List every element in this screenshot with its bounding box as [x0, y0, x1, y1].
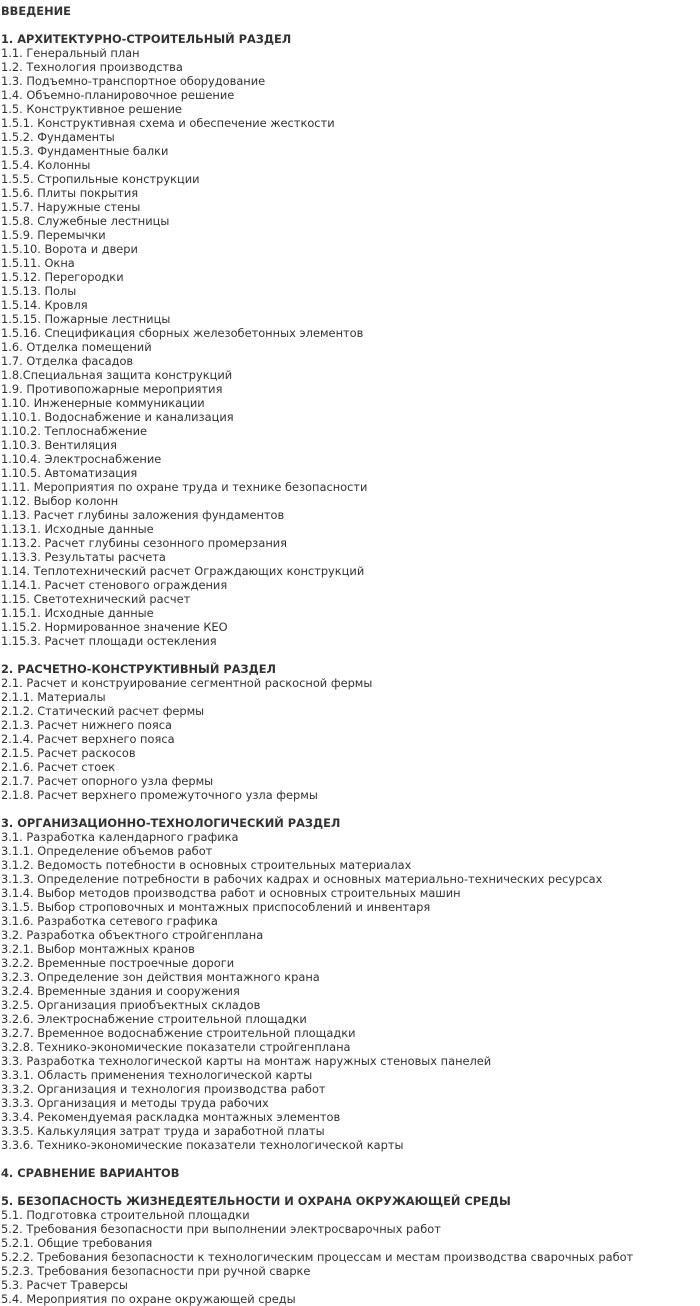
- toc-item: 2.1.2. Статический расчет фермы: [1, 704, 205, 718]
- toc-item: 1.5.2. Фундаменты: [1, 130, 115, 144]
- toc-item: 1.10.5. Автоматизация: [1, 466, 138, 480]
- toc-item: 1.5.16. Спецификация сборных железобетонных элементов: [1, 326, 364, 340]
- toc-item: 2.1.7. Расчет опорного узла фермы: [1, 774, 214, 788]
- toc-item: 2.1. Расчет и конструирование сегментной раскосной фермы: [1, 676, 373, 690]
- toc-item: 3.3. Разработка технологической карты на монтаж наружных стеновых панелей: [1, 1054, 492, 1068]
- toc-item: 5.3. Расчет Траверсы: [1, 1278, 128, 1292]
- toc-item: 3.1.6. Разработка сетевого графика: [1, 914, 218, 928]
- toc-item: 1.10. Инженерные коммуникации: [1, 396, 205, 410]
- section-heading: 1. АРХИТЕКТУРНО-СТРОИТЕЛЬНЫЙ РАЗДЕЛ: [1, 32, 292, 46]
- section-heading: 4. СРАВНЕНИЕ ВАРИАНТОВ: [1, 1166, 180, 1180]
- toc-item: 1.1. Генеральный план: [1, 46, 140, 60]
- toc-item: 1.14. Теплотехнический расчет Ограждающих конструкций: [1, 564, 365, 578]
- toc-item: 3.1.2. Ведомость потебности в основных строительных материалах: [1, 858, 412, 872]
- section-heading: 3. ОРГАНИЗАЦИОННО-ТЕХНОЛОГИЧЕСКИЙ РАЗДЕЛ: [1, 816, 341, 830]
- toc-item: 3.3.1. Область применения технологической карты: [1, 1068, 313, 1082]
- toc-item: 1.10.3. Вентиляция: [1, 438, 117, 452]
- section-spacer: [1, 1152, 700, 1166]
- toc-item: 5.1. Подготовка строительной площадки: [1, 1208, 250, 1222]
- toc-item: 1.5.8. Служебные лестницы: [1, 214, 170, 228]
- toc-item: 1.5.11. Окна: [1, 256, 75, 270]
- toc-item: 3.2.3. Определение зон действия монтажного крана: [1, 970, 320, 984]
- toc-item: 1.5.6. Плиты покрытия: [1, 186, 139, 200]
- toc-item: 3.2.4. Временные здания и сооружения: [1, 984, 240, 998]
- toc-item: 3.3.6. Технико-экономические показатели технологической карты: [1, 1138, 404, 1152]
- toc-item: 1.5.15. Пожарные лестницы: [1, 312, 171, 326]
- toc-item: 1.15.1. Исходные данные: [1, 606, 154, 620]
- toc-item: 3.3.4. Рекомендуемая раскладка монтажных элементов: [1, 1110, 341, 1124]
- toc-item: 2.1.6. Расчет стоек: [1, 760, 116, 774]
- toc-item: 5.4. Мероприятия по охране окружающей среды: [1, 1292, 296, 1306]
- toc-item: 1.15. Светотехнический расчет: [1, 592, 191, 606]
- section-heading: 5. БЕЗОПАСНОСТЬ ЖИЗНЕДЕЯТЕЛЬНОСТИ И ОХРАНА ОКРУЖАЮЩЕЙ СРЕДЫ: [1, 1194, 511, 1208]
- section-spacer: [1, 648, 700, 662]
- toc-item: 1.13.3. Результаты расчета: [1, 550, 166, 564]
- toc-item: 1.5.1. Конструктивная схема и обеспечение жесткости: [1, 116, 335, 130]
- toc-item: 2.1.4. Расчет верхнего пояса: [1, 732, 175, 746]
- toc-item: 1.7. Отделка фасадов: [1, 354, 134, 368]
- toc-item: 1.14.1. Расчет стенового ограждения: [1, 578, 228, 592]
- toc-item: 1.5.4. Колонны: [1, 158, 91, 172]
- toc-item: 1.8.Специальная защита конструкций: [1, 368, 233, 382]
- toc-item: 1.4. Объемно-планировочное решение: [1, 88, 235, 102]
- toc-item: 3.3.2. Организация и технология производства работ: [1, 1082, 326, 1096]
- toc-item: 1.6. Отделка помещений: [1, 340, 152, 354]
- toc-item: 1.5.14. Кровля: [1, 298, 88, 312]
- toc-item: 1.5.13. Полы: [1, 284, 77, 298]
- toc-item: 1.13. Расчет глубины заложения фундаментов: [1, 508, 285, 522]
- section-heading: ВВЕДЕНИЕ: [1, 4, 71, 18]
- toc-item: 5.2.3. Требования безопасности при ручной сварке: [1, 1264, 311, 1278]
- toc-item: 3.1.5. Выбор строповочных и монтажных приспособлений и инвентаря: [1, 900, 431, 914]
- toc-item: 5.2.1. Общие требования: [1, 1236, 153, 1250]
- toc-item: 3.2.2. Временные построечные дороги: [1, 956, 235, 970]
- toc-item: 1.5.7. Наружные стены: [1, 200, 141, 214]
- toc-item: 1.15.2. Нормированное значение КЕО: [1, 620, 228, 634]
- toc-item: 3.2.8. Технико-экономические показатели стройгенплана: [1, 1040, 351, 1054]
- toc-item: 2.1.3. Расчет нижнего пояса: [1, 718, 172, 732]
- toc-item: 1.3. Подъемно-транспортное оборудование: [1, 74, 266, 88]
- toc-item: 1.2. Технология производства: [1, 60, 183, 74]
- toc-item: 2.1.8. Расчет верхнего промежуточного узла фермы: [1, 788, 318, 802]
- toc-item: 1.9. Противопожарные мероприятия: [1, 382, 223, 396]
- toc-item: 1.10.1. Водоснабжение и канализация: [1, 410, 234, 424]
- toc-item: 3.1.4. Выбор методов производства работ и основных строительных машин: [1, 886, 461, 900]
- toc-item: 1.5. Конструктивное решение: [1, 102, 182, 116]
- toc-item: 1.10.2. Теплоснабжение: [1, 424, 147, 438]
- toc-item: 3.2.5. Организация приобъектных складов: [1, 998, 261, 1012]
- toc-item: 1.5.3. Фундаментные балки: [1, 144, 169, 158]
- toc-item: 3.1.3. Определение потребности в рабочих кадрах и основных материально-технических ресурсах: [1, 872, 603, 886]
- toc-item: 3.1. Разработка календарного графика: [1, 830, 239, 844]
- toc-item: 3.2.7. Временное водоснабжение строительной площадки: [1, 1026, 356, 1040]
- toc-item: 3.3.3. Организация и методы труда рабочих: [1, 1096, 269, 1110]
- section-spacer: [1, 18, 700, 32]
- toc-item: 1.15.3. Расчет площади остекления: [1, 634, 217, 648]
- toc-item: 2.1.5. Расчет раскосов: [1, 746, 136, 760]
- section-heading: 2. РАСЧЕТНО-КОНСТРУКТИВНЫЙ РАЗДЕЛ: [1, 662, 276, 676]
- toc-item: 5.2. Требования безопасности при выполнении электросварочных работ: [1, 1222, 441, 1236]
- toc-item: 1.13.2. Расчет глубины сезонного промерзания: [1, 536, 288, 550]
- toc-item: 1.5.12. Перегородки: [1, 270, 124, 284]
- toc-item: 1.11. Мероприятия по охране труда и технике безопасности: [1, 480, 368, 494]
- toc-item: 1.5.9. Перемычки: [1, 228, 106, 242]
- toc-item: 1.5.5. Стропильные конструкции: [1, 172, 200, 186]
- toc-item: 3.1.1. Определение объемов работ: [1, 844, 213, 858]
- toc-item: 3.3.5. Калькуляция затрат труда и заработной платы: [1, 1124, 325, 1138]
- toc-item: 5.2.2. Требования безопасности к технологическим процессам и местам производства сварочных работ: [1, 1250, 634, 1264]
- toc-item: 1.5.10. Ворота и двери: [1, 242, 138, 256]
- toc-item: 3.2.6. Электроснабжение строительной площадки: [1, 1012, 307, 1026]
- toc-item: 2.1.1. Материалы: [1, 690, 106, 704]
- section-spacer: [1, 1180, 700, 1194]
- section-spacer: [1, 802, 700, 816]
- toc-item: 1.10.4. Электроснабжение: [1, 452, 162, 466]
- toc-item: 1.12. Выбор колонн: [1, 494, 119, 508]
- toc-item: 3.2. Разработка объектного стройгенплана: [1, 928, 264, 942]
- toc-item: 3.2.1. Выбор монтажных кранов: [1, 942, 195, 956]
- toc-item: 1.13.1. Исходные данные: [1, 522, 154, 536]
